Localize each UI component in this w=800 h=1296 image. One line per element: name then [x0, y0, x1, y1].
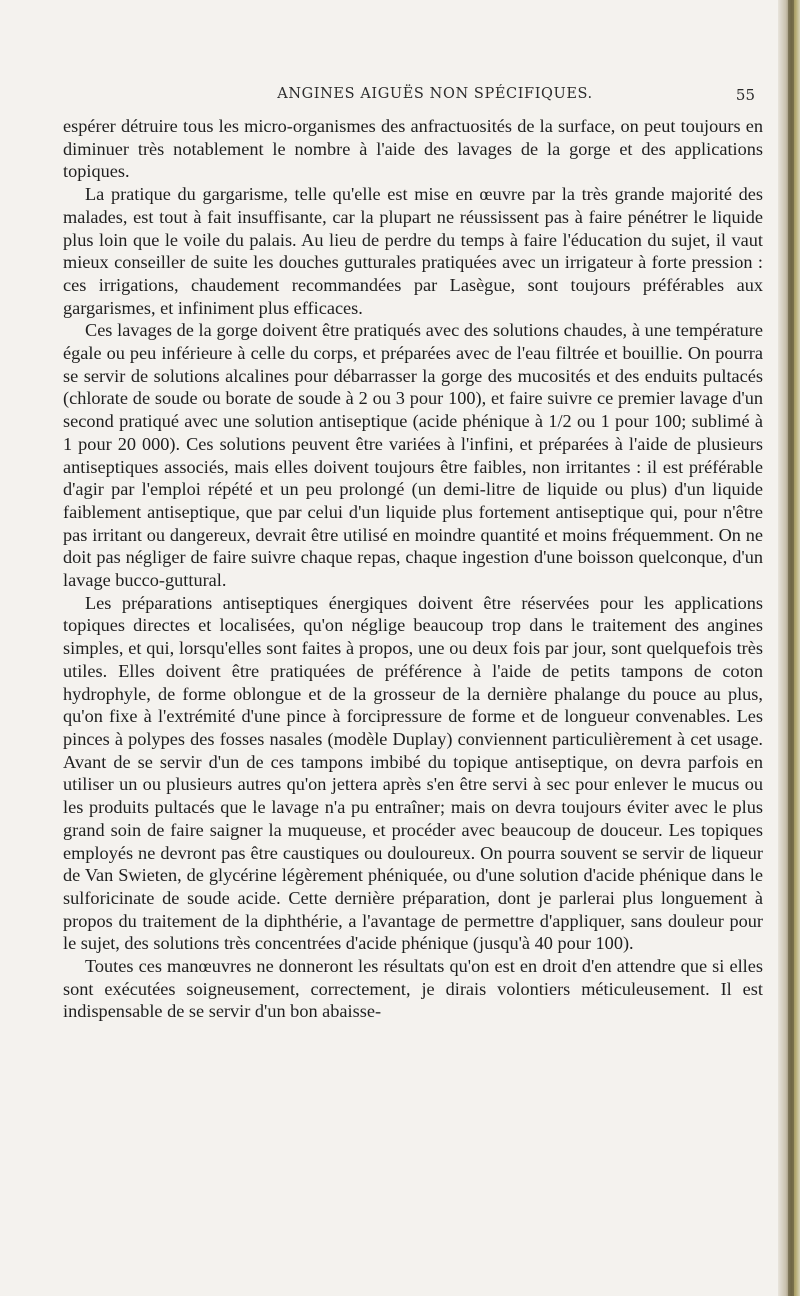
running-title: ANGINES AIGUËS NON SPÉCIFIQUES. — [277, 86, 593, 102]
paragraph-5: Toutes ces manœuvres ne donneront les résultats qu'on est en droit d'en attendre que si elles sont exécutées soigneusement, correctement, je dirais volontiers méticuleusement. Il est indispensable de se servir d'un bon abaisse- — [63, 956, 763, 1022]
page-edge-shadow — [788, 0, 794, 1296]
paragraph-2: La pratique du gargarisme, telle qu'elle est mise en œuvre par la très grande majorité des malades, est tout à fait insuffisante, car la plupart ne réussissent pas à faire pénétrer le liquide plus loin que le voile du palais. Au lieu de perdre du temps à faire l'éducation du sujet, il vaut mieux conseiller de suite les douches gutturales pratiquées avec un irrigateur à forte pression : ces irrigations, chaudement recommandées par Lasègue, sont toujours préférables aux gargarismes, et infiniment plus efficaces. — [63, 184, 763, 318]
paragraph-1: espérer détruire tous les micro-organismes des anfractuosités de la surface, on peut toujours en diminuer très notablement le nombre à l'aide des lavages de la gorge et des applications topiques. — [63, 116, 763, 182]
page-number: 55 — [735, 86, 755, 104]
paragraph-3: Ces lavages de la gorge doivent être pratiqués avec des solutions chaudes, à une température égale ou peu inférieure à celle du corps, et préparées avec de l'eau filtrée et bouillie. On pourra se servir de solutions alcalines pour débarrasser la gorge des mucosités et des enduits pultacés (chlorate de soude ou borate de soude à 2 ou 3 pour 100), et faire suivre ce premier lavage d'un second pratiqué avec une solution antiseptique (acide phénique à 1/2 ou 1 pour 100; sublimé à 1 pour 20 000). Ces solutions peuvent être variées à l'infini, et préparées à l'aide de plusieurs antiseptiques associés, mais elles doivent toujours être faibles, non irritantes : il est préférable d'agir par l'emploi répété et un peu prolongé (un demi-litre de liquide ou plus) d'un liquide faiblement antiseptique, que par celui d'un liquide plus fortement antiseptique qui, pour n'être pas irritant ou dangereux, devrait être utilisé en moindre quantité et moins fréquemment. On ne doit pas négliger de faire suivre chaque repas, chaque ingestion d'une boisson quelconque, d'un lavage bucco-guttural. — [63, 320, 763, 591]
paragraph-4: Les préparations antiseptiques énergiques doivent être réservées pour les applications topiques directes et localisées, qu'on néglige beaucoup trop dans le traitement des angines simples, et qui, lorsqu'elles sont faites à propos, une ou deux fois par jour, sont quelquefois très utiles. Elles doivent être pratiquées de préférence à l'aide de petits tampons de coton hydrophyle, de forme oblongue et de la grosseur de la dernière phalange du pouce au plus, qu'on fixe à l'extrémité d'une pince à forcipressure de forme et de longueur convenables. Les pinces à polypes des fosses nasales (modèle Duplay) conviennent particulièrement à cet usage. Avant de se servir d'un de ces tampons imbibé du topique antiseptique, on devra parfois en utiliser un ou plusieurs autres qu'on jettera après s'en être servi à sec pour enlever le mucus ou les produits pultacés que le lavage n'a pu entraîner; mais on devra toujours éviter avec le plus grand soin de faire saigner la muqueuse, et procéder avec beaucoup de douceur. Les topiques employés ne devront pas être caustiques ou douloureux. On pourra souvent se servir de liqueur de Van Swieten, de glycérine légèrement phéniquée, ou d'une solution d'acide phénique dans le sulforicinate de soude acide. Cette dernière préparation, dont je parlerai plus longuement à propos du traitement de la diphthérie, a l'avantage de permettre d'appliquer, sans douleur pour le sujet, des solutions très concentrées d'acide phénique (jusqu'à 40 pour 100). — [63, 592, 763, 954]
page-header — [115, 86, 755, 110]
body-text — [63, 115, 763, 1023]
